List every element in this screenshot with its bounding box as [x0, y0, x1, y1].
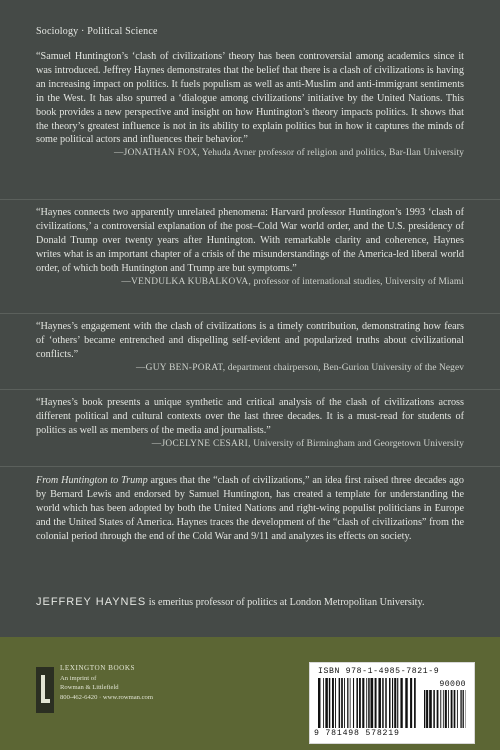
- isbn-barcode: [309, 662, 475, 744]
- author-name: JEFFREY HAYNES: [36, 596, 147, 608]
- divider: [0, 313, 500, 314]
- blurb-author-title: University of Birmingham and Georgetown University: [250, 438, 464, 449]
- publisher-text: [60, 664, 153, 702]
- book-title: From Huntington to Trump: [36, 475, 148, 486]
- price-code: 90000: [439, 680, 466, 689]
- blurb-attribution: [36, 147, 464, 161]
- blurb-text: “Haynes’s engagement with the clash of civilizations is a timely contribution, demonstrating how fears of ‘others’ became entrenched and dispelling self-evident and popularized truths about civilizational conflicts.”: [36, 321, 464, 360]
- blurb-text: “Haynes connects two apparently unrelated phenomena: Harvard professor Huntington’s 1993 ‘clash of civilizations,’ a controversial explanation of the post–Cold War world order, and the U.S. presidency of Donald Trump over twenty years after Huntington. With remarkable clarity and coherence, Haynes writes what is an important chapter of a crisis of the misunderstandings of the America-led liberal world order, of which both Huntington and Trump are but symptoms.”: [36, 207, 464, 274]
- blurb-author: —VENDULKA KUBALKOVA,: [121, 276, 252, 287]
- category-label: Sociology · Political Science: [36, 26, 158, 37]
- blurb-text: “Samuel Huntington’s ‘clash of civilizations’ theory has been controversial among academics since it was introduced. Jeffrey Haynes demonstrates that the belief that there is a clash of civilizations is having an increasing impact on politics. It fuels populism as well as anti-Muslim and anti-immigrant sentiments in the West. It has also spurred a ‘dialogue among civilizations’ initiative by the United Nations. This book provides a new perspective and insight on how Huntington’s theory impacts politics. It shows that the theory’s greatest influence is not in its ability to explain politics but in how it captures the minds of some political actors and influences their behavior.”: [36, 51, 464, 146]
- publisher-line: Rowman & Littlefield: [60, 684, 119, 691]
- divider: [0, 389, 500, 390]
- blurb-author: —GUY BEN-PORAT,: [135, 362, 226, 373]
- publisher-name: LEXINGTON BOOKS: [60, 664, 136, 672]
- blurb-author-title: Yehuda Avner professor of religion and politics, Bar-Ilan University: [199, 148, 464, 159]
- isbn-label: ISBN 978-1-4985-7821-9: [318, 667, 440, 676]
- author-bio: [36, 596, 464, 608]
- lexington-logo-icon: [36, 667, 54, 713]
- divider: [0, 199, 500, 200]
- blurb-author-title: professor of international studies, University of Miami: [251, 276, 464, 287]
- blurb-text: “Haynes’s book presents a unique synthetic and critical analysis of the clash of civilizations across different political and cultural contexts over the last three decades. It is a must-read for students of politics as well as members of the media and journalists.”: [36, 397, 464, 436]
- blurb-attribution: [36, 362, 464, 376]
- blurb-attribution: [36, 276, 464, 290]
- blurb-cesari: [36, 396, 464, 452]
- blurb-author-title: department chairperson, Ben-Gurion University of the Negev: [225, 362, 464, 373]
- publisher-block: [36, 664, 176, 726]
- blurb-ben-porat: [36, 320, 464, 376]
- blurb-kubalkova: [36, 206, 464, 289]
- author-bio-text: is emeritus professor of politics at London Metropolitan University.: [146, 597, 425, 608]
- publisher-contact: 800-462-6420 · www.rowman.com: [60, 693, 153, 701]
- barcode-addon-bars: [424, 690, 466, 728]
- ean-digits: 9 781498 578219: [314, 729, 400, 738]
- divider: [0, 466, 500, 467]
- publisher-line: An imprint of: [60, 674, 97, 682]
- blurb-attribution: [36, 438, 464, 452]
- blurb-fox: [36, 50, 464, 161]
- blurb-author: —JONATHAN FOX,: [113, 148, 200, 159]
- blurb-author: —JOCELYNE CESARI,: [151, 438, 251, 449]
- book-description: [36, 474, 464, 544]
- description-paragraph: [36, 474, 464, 544]
- barcode-bars: [318, 678, 418, 728]
- description-text: argues that the “clash of civilizations,” an idea first raised three decades ago by Bernard Lewis and endorsed by Samuel Huntington, has created a template for understanding the world which has been adopted by both the United Nations and right-wing populist politicians in Europe and the United States of America. Haynes traces the development of the “clash of civilizations” from the colonial period through the end of the Cold War and 9/11 and analyzes its effects on society.: [36, 475, 464, 542]
